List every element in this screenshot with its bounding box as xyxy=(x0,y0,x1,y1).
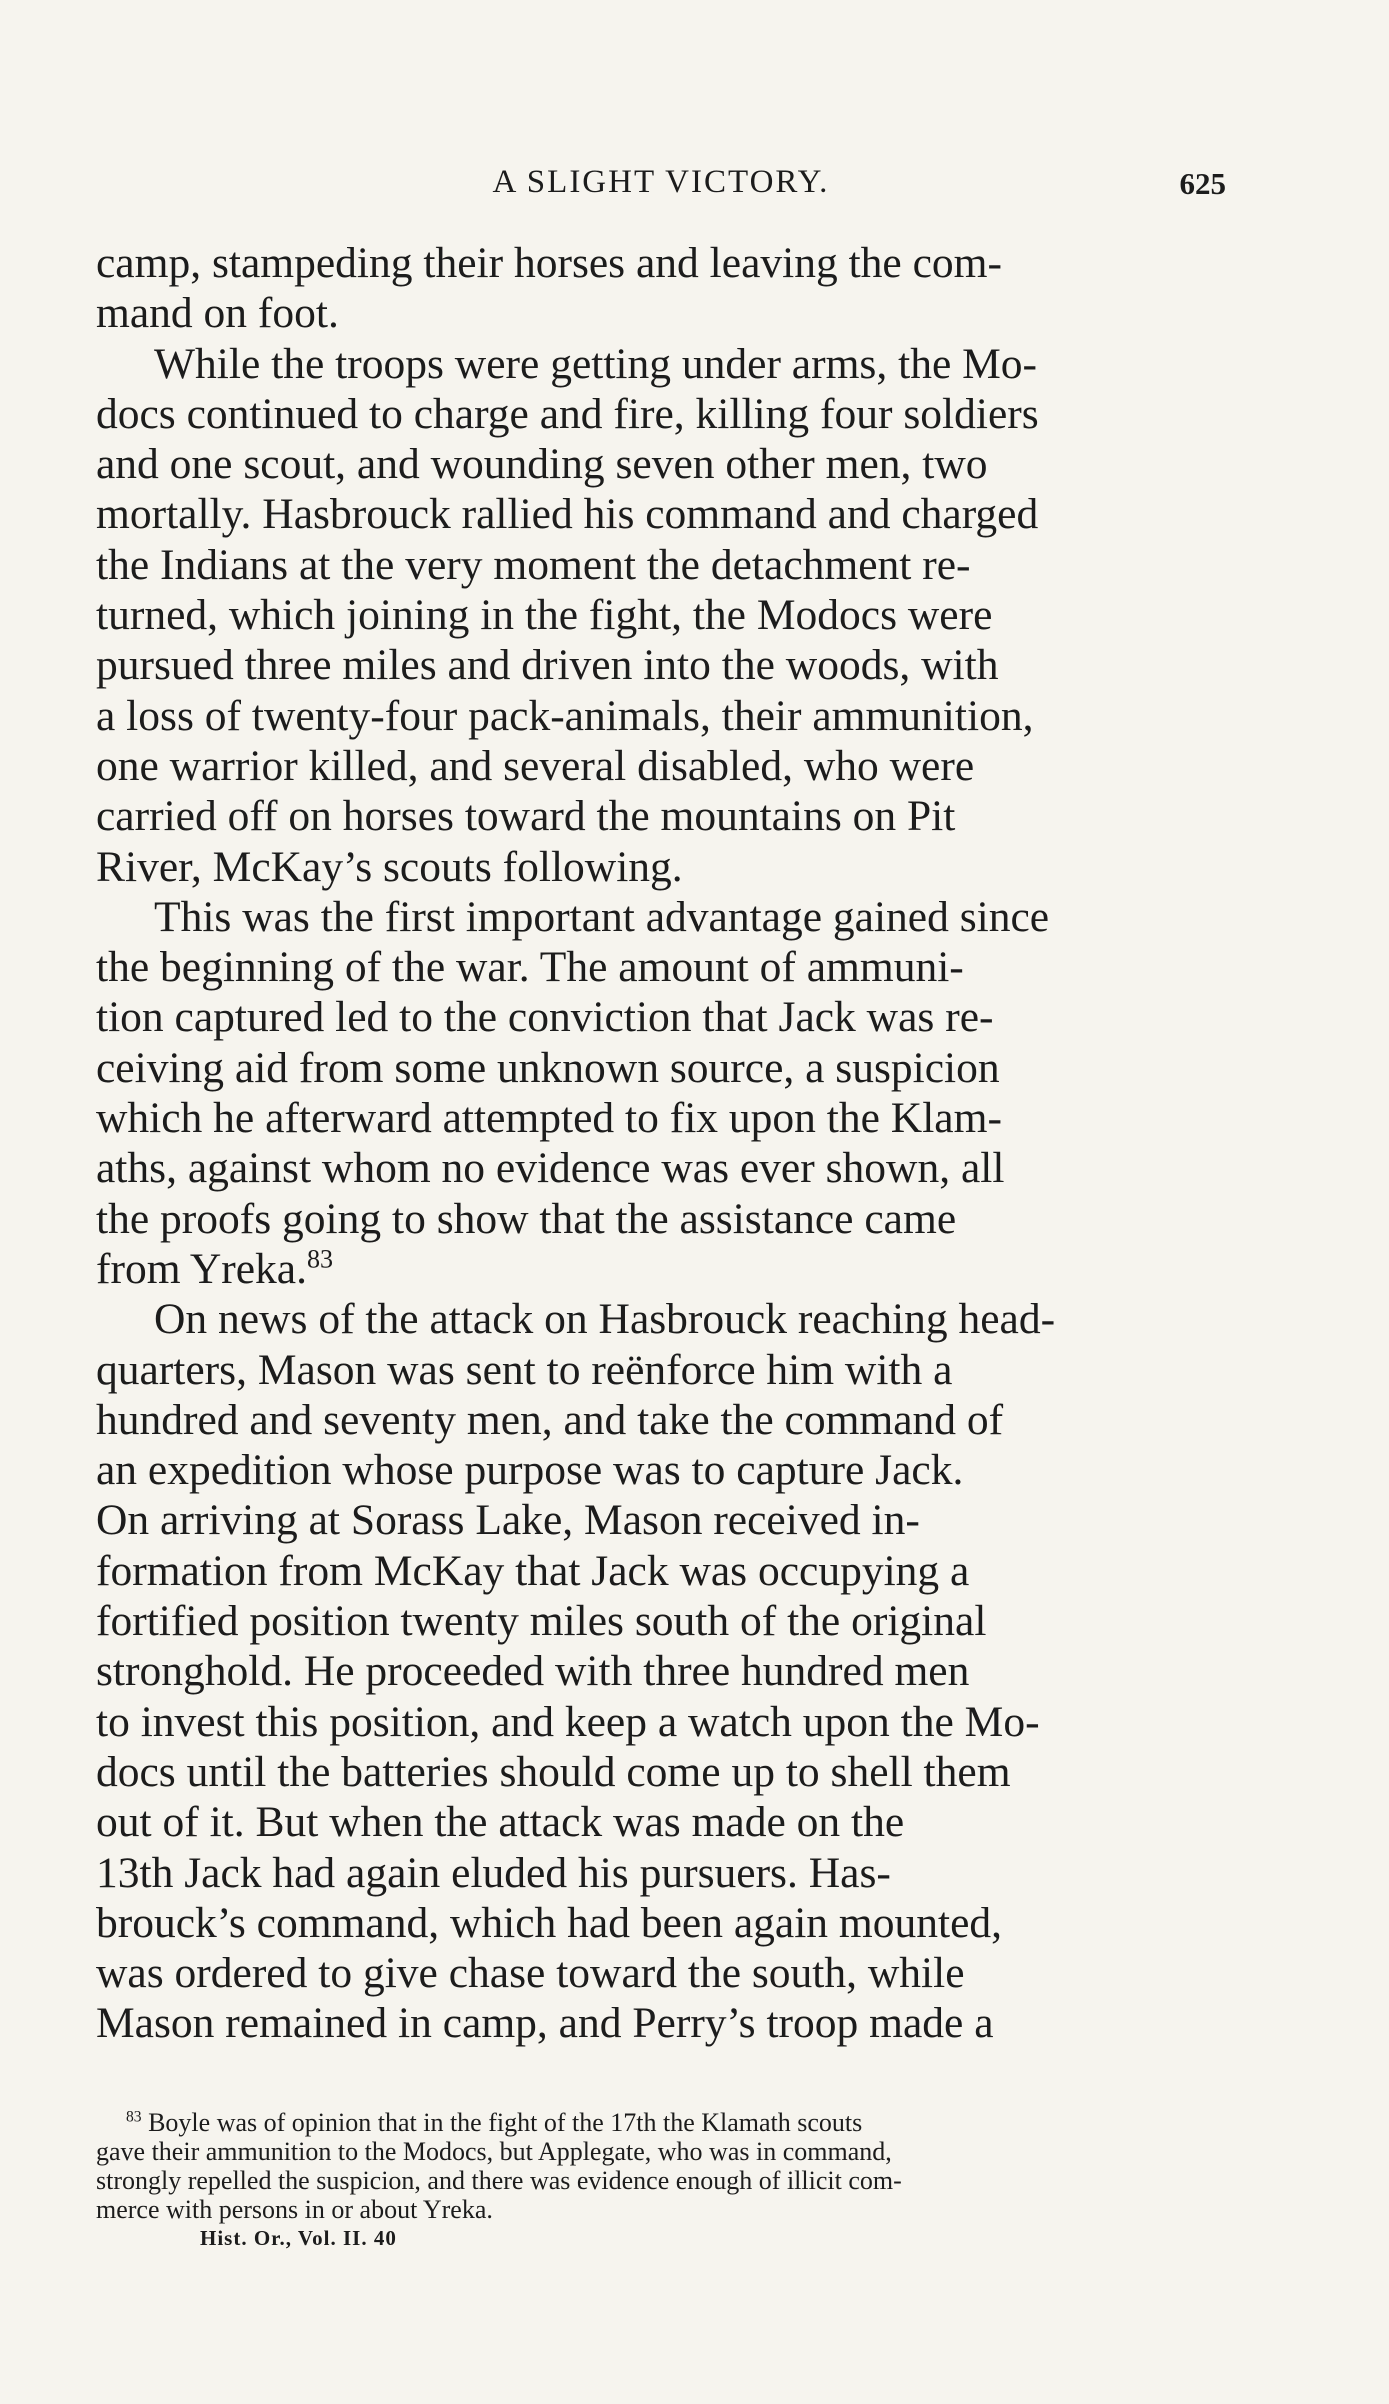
footnote-83 xyxy=(96,2108,1226,2224)
text-line: carried off on horses toward the mountains on Pit xyxy=(96,792,956,841)
text-line: out of it. But when the attack was made on the xyxy=(96,1798,905,1847)
text-line: brouck’s command, which had been again mounted, xyxy=(96,1898,1003,1947)
footnote-line xyxy=(96,2108,1226,2137)
text-line: quarters, Mason was sent to reënforce him with a xyxy=(96,1345,953,1394)
text-line: ceiving aid from some unknown source, a suspicion xyxy=(96,1043,1000,1092)
footnote-line-content: Boyle was of opinion that in the fight of the 17th the Klamath scouts xyxy=(148,2108,863,2137)
signature-mark: Hist. Or., Vol. II. 40 xyxy=(200,2226,397,2250)
text-line: and one scout, and wounding seven other men, two xyxy=(96,440,988,489)
text-line: hundred and seventy men, and take the command of xyxy=(96,1395,1004,1444)
text-line: tion captured led to the conviction that Jack was re- xyxy=(96,993,994,1042)
text-line: which he afterward attempted to fix upon the Klam- xyxy=(96,1094,1002,1143)
text-line: one warrior killed, and several disabled, who were xyxy=(96,741,975,790)
text-line: 13th Jack had again eluded his pursuers. Has- xyxy=(96,1848,891,1897)
text-line: the proofs going to show that the assistance came xyxy=(96,1194,957,1243)
text-line: aths, against whom no evidence was ever shown, all xyxy=(96,1144,1005,1193)
running-title: A SLIGHT VICTORY. xyxy=(492,164,830,200)
text-line: On news of the attack on Hasbrouck reaching head- xyxy=(154,1295,1056,1344)
text-line: fortified position twenty miles south of the original xyxy=(96,1597,987,1646)
text-line: a loss of twenty-four pack-animals, their ammunition, xyxy=(96,691,1034,740)
text-line: mand on foot. xyxy=(96,289,339,338)
footnote-reference: 83 xyxy=(306,1244,334,1274)
text-line: was ordered to give chase toward the south, while xyxy=(96,1949,965,1998)
footnote-marker: 83 xyxy=(126,2108,142,2126)
text-line: stronghold. He proceeded with three hundred men xyxy=(96,1647,970,1696)
paragraph-4 xyxy=(96,1294,1226,2048)
text-line: River, McKay’s scouts following. xyxy=(96,842,683,891)
text-line: to invest this position, and keep a watch upon the Mo- xyxy=(96,1697,1040,1746)
text-line: docs continued to charge and fire, killing four soldiers xyxy=(96,389,1039,438)
paragraph-1 xyxy=(96,238,1226,339)
paragraph-2 xyxy=(96,339,1226,892)
text-line: the Indians at the very moment the detachment re- xyxy=(96,540,971,589)
text-line: pursued three miles and driven into the woods, with xyxy=(96,641,999,690)
footnote-line: merce with persons in or about Yreka. xyxy=(96,2195,493,2224)
body-text xyxy=(96,238,1226,2049)
page-number: 625 xyxy=(1179,166,1226,201)
footnote-line: strongly repelled the suspicion, and there was evidence enough of illicit com- xyxy=(96,2166,902,2195)
text-line: turned, which joining in the fight, the Modocs were xyxy=(96,591,993,640)
text-line: While the troops were getting under arms, the Mo- xyxy=(154,339,1038,388)
text-line: This was the first important advantage gained since xyxy=(154,892,1050,941)
page-header xyxy=(96,160,1226,204)
text-line: docs until the batteries should come up to shell them xyxy=(96,1747,1011,1796)
text-line: the beginning of the war. The amount of ammuni- xyxy=(96,943,964,992)
footnote-line: gave their ammunition to the Modocs, but Applegate, who was in command, xyxy=(96,2137,892,2166)
text-line: an expedition whose purpose was to capture Jack. xyxy=(96,1446,964,1495)
text-line: Mason remained in camp, and Perry’s troop made a xyxy=(96,1999,994,2048)
text-line: On arriving at Sorass Lake, Mason received in- xyxy=(96,1496,920,1545)
text-line xyxy=(96,1244,1226,1294)
paragraph-3 xyxy=(96,892,1226,1294)
text-line: formation from McKay that Jack was occupying a xyxy=(96,1546,970,1595)
text-line-content: from Yreka. xyxy=(96,1244,307,1293)
text-line: camp, stampeding their horses and leaving the com- xyxy=(96,239,1002,287)
footnotes xyxy=(96,2108,1226,2251)
text-line: mortally. Hasbrouck rallied his command and charged xyxy=(96,490,1039,539)
